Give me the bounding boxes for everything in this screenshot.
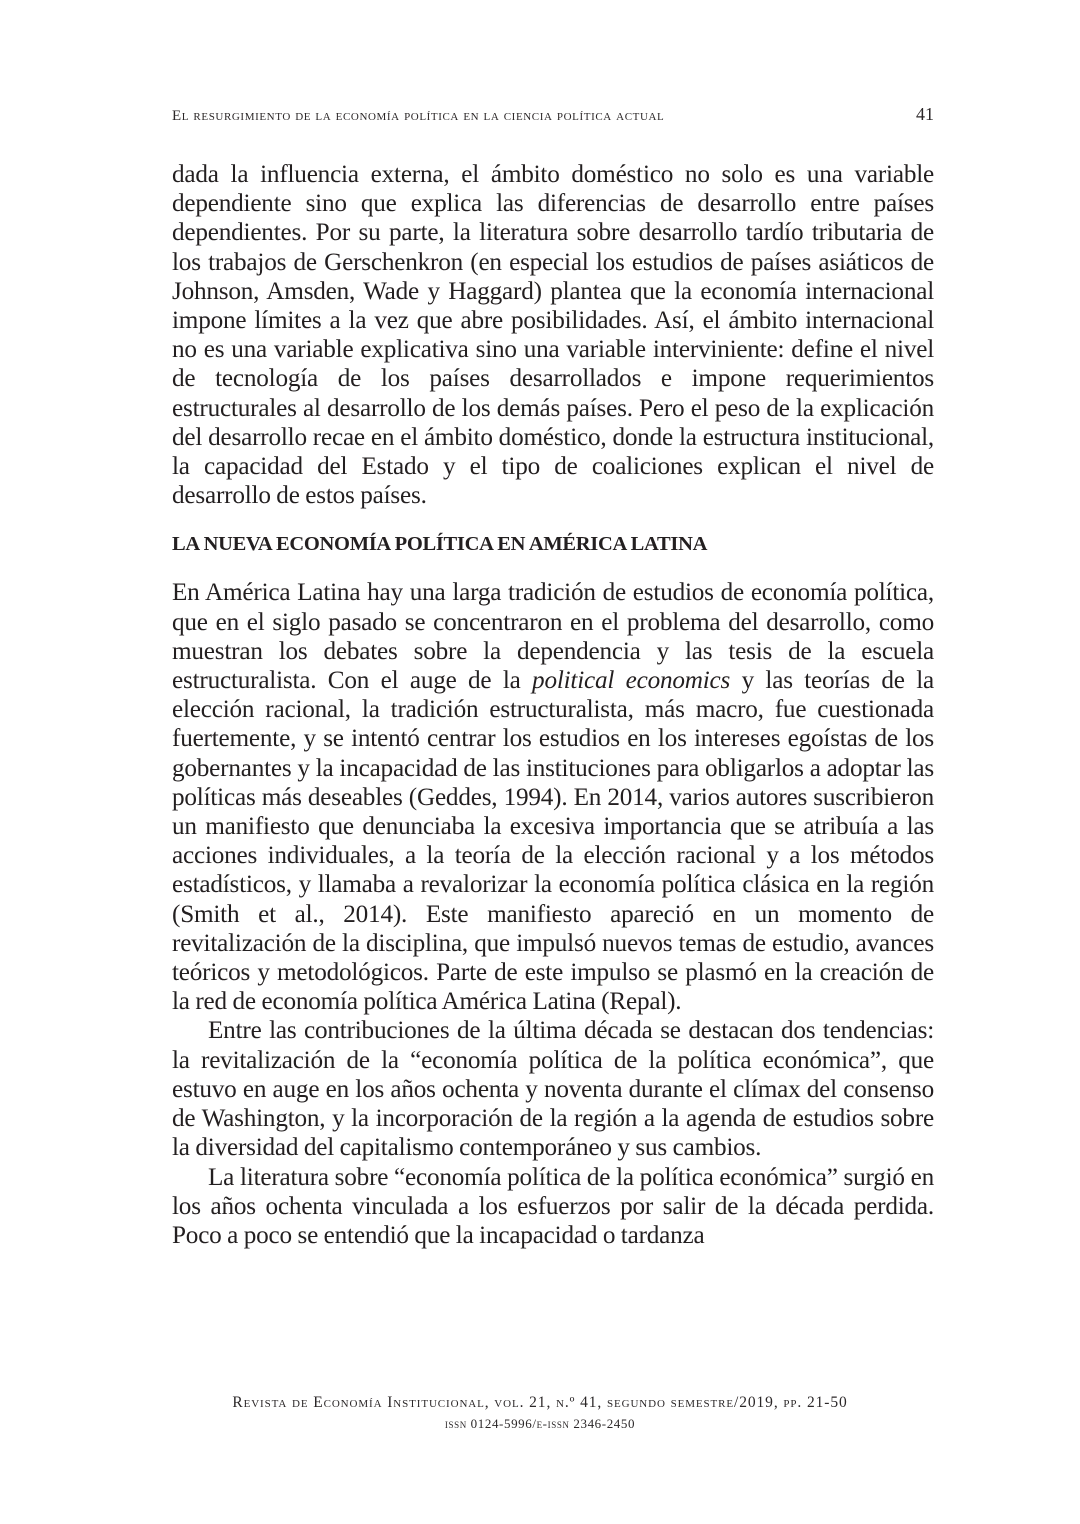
paragraph-text-before-italic: En América Latina hay una larga tradición de estudios de economía política, que en el siglo pasado se concentraron en el problema del desarrollo, como muestran los debates sobre la dependencia y las tesis de la escuela estructuralista. Con el auge de la xyxy=(172,579,934,695)
running-header xyxy=(172,104,934,128)
italic-term: political economics xyxy=(532,667,731,695)
page-footer xyxy=(0,1394,1080,1432)
paragraph-contributions: Entre las contribuciones de la última década se destacan dos tendencias: la revitalización de la “economía política de la política económica”, que estuvo en auge en los años ochenta y noventa durante el clímax del consenso de Washington, y la incorporación de la región a la agenda de estudios sobre la diversidad del capitalismo contemporáneo y sus cambios. xyxy=(172,1017,934,1162)
running-title: El resurgimiento de la economía política en la ciencia política actual xyxy=(172,108,665,124)
paragraph-text-after-italic: y las teorías de la elección racional, la tradición estructuralista, más macro, fue cuestionada fuertemente, y se intentó centrar los estudios en los intereses egoístas de los gobernantes y la incapacidad de las instituciones para obligarlos a adoptar las políticas más deseables (Geddes, 1994). En 2014, varios autores suscribieron un manifiesto que denunciaba la excesiva importancia que se atribuía a las acciones individuales, a la teoría de la elección racional y a los métodos estadísticos, y llamaba a revalorizar la economía política clásica en la región (Smith et al., 2014). Este manifiesto apareció en un momento de revitalización de la disciplina, que impulsó nuevos temas de estudio, avances teóricos y metodológicos. Parte de este impulso se plasmó en la creación de la red de economía política América Latina (Repal). xyxy=(172,667,934,1016)
page-number: 41 xyxy=(916,104,934,124)
journal-citation: Revista de Economía Institucional, vol. 21, n.º 41, segundo semestre/2019, pp. 21-50 xyxy=(232,1394,848,1411)
paragraph-literature: La literatura sobre “economía política de la política económica” surgió en los años ochenta vinculada a los esfuerzos por salir de la década perdida. Poco a poco se entendió que la incapacidad o tardanza xyxy=(172,1163,934,1249)
issn: issn 0124-5996/e-issn 2346-2450 xyxy=(444,1416,636,1431)
section-heading: LA NUEVA ECONOMÍA POLÍTICA EN AMÉRICA LATINA xyxy=(172,533,708,556)
paragraph-continued: dada la influencia externa, el ámbito doméstico no solo es una variable dependiente sino que explica las diferencias de desarrollo entre países dependientes. Por su parte, la literatura sobre desarrollo tardío tributaria de los trabajos de Gerschenkron (en especial los estudios de países asiáticos de Johnson, Amsden, Wade y Haggard) plantea que la economía internacional impone límites a la vez que abre posibilidades. Así, el ámbito internacional no es una variable explicativa sino una variable interviniente: define el nivel de tecnología de los países desarrollados e impone requerimientos estructurales al desarrollo de los demás países. Pero el peso de la explicación del desarrollo recae en el ámbito doméstico, donde la estructura institucional, la capacidad del Estado y el tipo de coaliciones explican el nivel de desarrollo de estos países. xyxy=(172,161,934,510)
paragraph-latin-america xyxy=(172,578,934,1016)
article-body xyxy=(172,160,934,1250)
